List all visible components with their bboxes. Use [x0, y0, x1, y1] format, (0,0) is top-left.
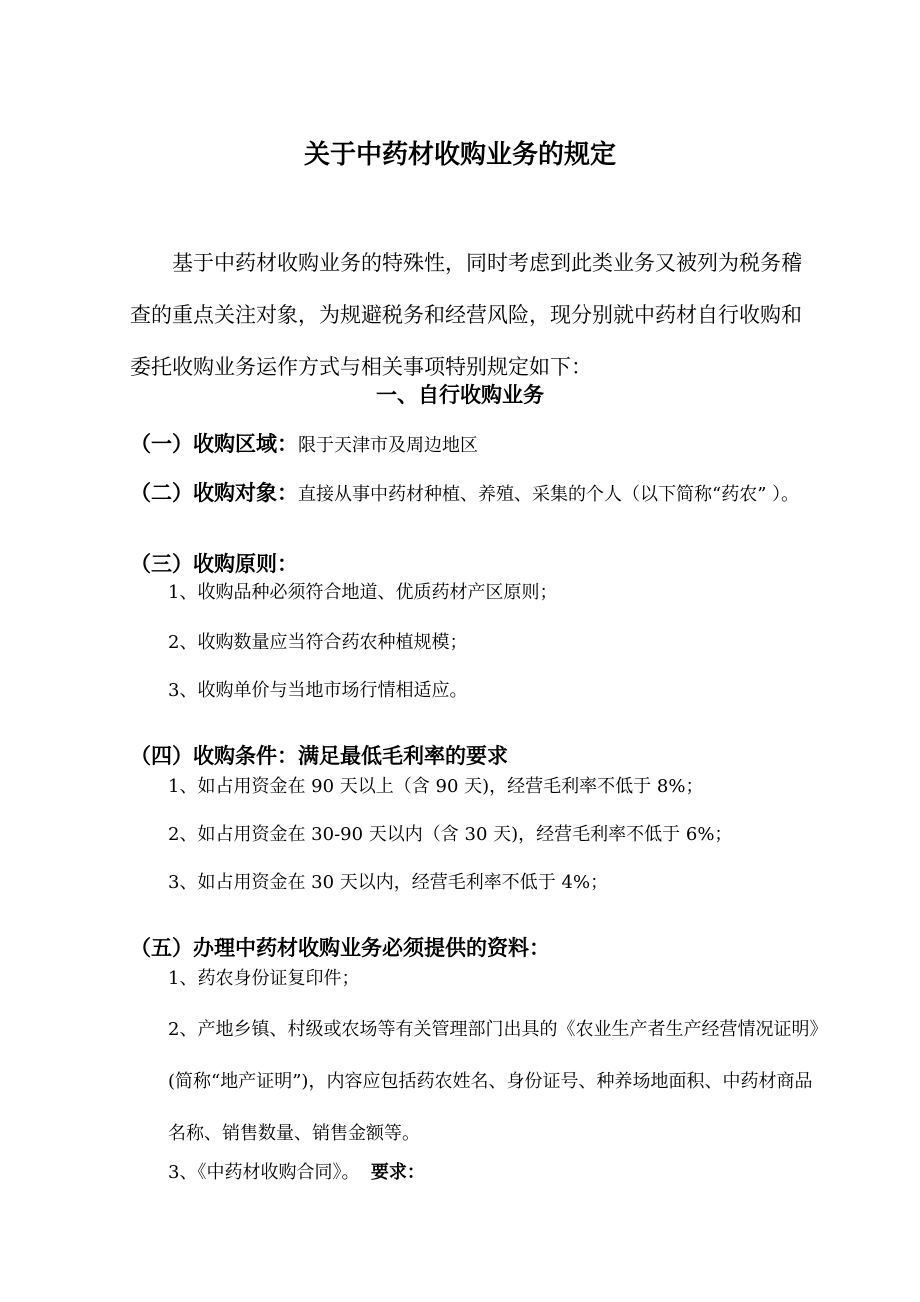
clause-5-item-3: [168, 1158, 425, 1188]
clause-5-item-2-text: 2、产地乡镇、村级或农场等有关管理部门出具的《农业生产者生产经营情况证明》(简称“地产证明”)，内容应包括药农姓名、身份证号、种养场地面积、中药材商品名称、销售数量、销售金额等。: [168, 1019, 819, 1144]
clause-2-text: 直接从事中药材种植、养殖、采集的个人（以下简称“药农” ）。: [298, 484, 800, 505]
clause-4-label: （四）收购条件：满足最低毛利率的要求: [130, 744, 508, 768]
clause-4-item-1: 1、如占用资金在 90 天以上（含 90 天)，经营毛利率不低于 8%；: [168, 776, 704, 797]
clause-3-item-2: 2、收购数量应当符合药农种植规模；: [168, 632, 468, 653]
clause-1-label: （一）收购区域：: [130, 432, 298, 456]
clause-3-item-1: 1、收购品种必须符合地道、优质药材产区原则；: [168, 582, 558, 603]
clause-4: [130, 740, 820, 774]
clause-1: [130, 428, 820, 462]
clause-5-label: （五）办理中药材收购业务必须提供的资料：: [130, 936, 550, 960]
clause-1-text: 限于天津市及周边地区: [298, 435, 478, 456]
clause-5: [130, 932, 820, 966]
clause-4-item-3: 3、如占用资金在 30 天以内，经营毛利率不低于 4%；: [168, 872, 609, 893]
clause-2-label: （二）收购对象：: [130, 481, 298, 505]
clause-3: [130, 548, 820, 582]
section-heading-1: 一、自行收购业务: [376, 383, 544, 408]
clause-5-item-3-text: 3、《中药材收购合同》。: [168, 1162, 360, 1183]
clause-2: [130, 476, 820, 512]
document-title: 关于中药材收购业务的规定: [303, 140, 616, 171]
clause-5-item-2: [168, 1004, 820, 1160]
intro-paragraph: [130, 237, 820, 393]
clause-5-item-3-requirement: 要求：: [370, 1162, 425, 1183]
clause-5-item-1: 1、药农身份证复印件；: [168, 968, 360, 989]
intro-text: 基于中药材收购业务的特殊性，同时考虑到此类业务又被列为税务稽查的重点关注对象，为规避税务和经营风险，现分别就中药材自行收购和委托收购业务运作方式与相关事项特别规定如下：: [130, 251, 802, 379]
clause-3-item-3: 3、收购单价与当地市场行情相适应。: [168, 680, 468, 701]
clause-4-item-2: 2、如占用资金在 30-90 天以内（含 30 天)，经营毛利率不低于 6%；: [168, 824, 733, 845]
clause-3-label: （三）收购原则：: [130, 552, 298, 576]
